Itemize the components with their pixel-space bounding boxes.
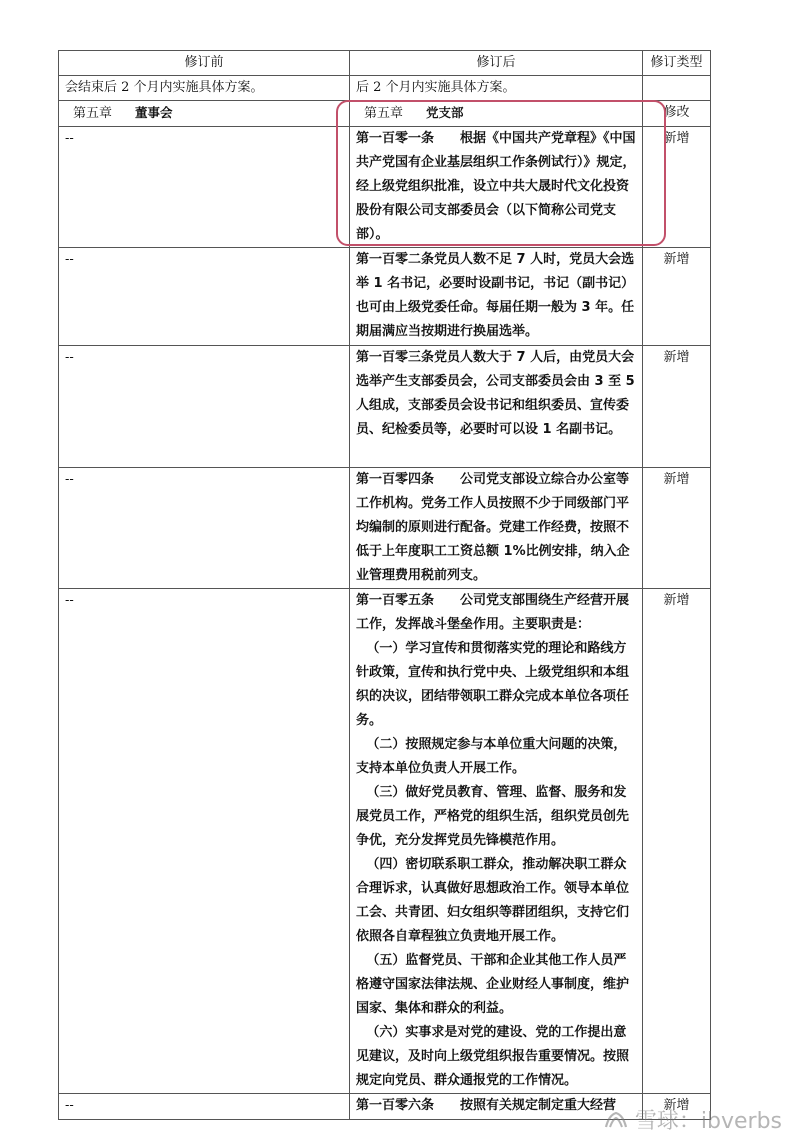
article-paragraph: （二）按照规定参与本单位重大问题的决策，支持本单位负责人开展工作。 (356, 737, 627, 776)
cell-before: -- (59, 1094, 350, 1120)
snowball-logo-icon (603, 1109, 629, 1131)
table-row (59, 101, 711, 127)
cell-type: 新增 (643, 346, 711, 468)
header-after: 修订后 (350, 51, 643, 76)
cell-before: -- (59, 468, 350, 589)
header-before: 修订前 (59, 51, 350, 76)
article-paragraph: （四）密切联系职工群众，推动解决职工群众合理诉求，认真做好思想政治工作。领导本单位工会、共青团、妇女组织等群团组织，支持它们依照各自章程独立负责地开展工作。 (356, 857, 630, 944)
table-header-row (59, 51, 711, 76)
table-row (59, 248, 711, 346)
cell-before: -- (59, 127, 350, 248)
article-paragraph: （五）监督党员、干部和企业其他工作人员严格遵守国家法律法规、企业财经人事制度，维护国家、集体和群众的利益。 (356, 953, 630, 1016)
article-paragraph: （六）实事求是对党的建设、党的工作提出意见建议，及时向上级党组织报告重要情况。按照规定向党员、群众通报党的工作情况。 (356, 1025, 630, 1088)
cell-type: 新增 (643, 248, 711, 346)
cell-type: 新增 (643, 1094, 711, 1120)
table-row (59, 76, 711, 101)
table-row (59, 346, 711, 468)
header-type: 修订类型 (643, 51, 711, 76)
cell-after: 第一百零一条 根据《中国共产党章程》《中国共产党国有企业基层组织工作条例试行）》规定，经上级党组织批准，设立中共大晟时代文化投资股份有限公司支部委员会（以下简称公司党支部）。 (350, 127, 643, 248)
watermark-text: 雪球：ibverbs (634, 1109, 782, 1134)
article-paragraph: 第一百零五条 公司党支部围绕生产经营开展工作，发挥战斗堡垒作用。主要职责是： (356, 593, 630, 632)
cell-type: 修改 (643, 101, 711, 127)
table-row (59, 589, 711, 1094)
cell-after: 后 2 个月内实施具体方案。 (350, 76, 643, 101)
chapter-title: 董事会 (135, 105, 173, 120)
revision-table (58, 50, 711, 1120)
cell-after: 第一百零六条 按照有关规定制定重大经营 (350, 1094, 643, 1120)
chapter-title: 党支部 (426, 105, 464, 120)
cell-type (643, 76, 711, 101)
table-row (59, 468, 711, 589)
cell-type: 新增 (643, 468, 711, 589)
cell-after: 第一百零二条党员人数不足 7 人时，党员大会选举 1 名书记，必要时设副书记，书记（副书记）也可由上级党委任命。每届任期一般为 3 年。任期届满应当按期进行换届选举。 (350, 248, 643, 346)
article-paragraph: （三）做好党员教育、管理、监督、服务和发展党员工作，严格党的组织生活，组织党员创先争优，充分发挥党员先锋模范作用。 (356, 785, 630, 848)
chapter-number: 第五章 (364, 106, 404, 121)
article-paragraph: （一）学习宣传和贯彻落实党的理论和路线方针政策，宣传和执行党中央、上级党组织和本组织的决议，团结带领职工群众完成本单位各项任务。 (356, 641, 630, 728)
cell-type: 新增 (643, 127, 711, 248)
cell-before: -- (59, 346, 350, 468)
cell-after (350, 589, 643, 1094)
cell-before: -- (59, 589, 350, 1094)
watermark (603, 1104, 782, 1135)
cell-after: 第一百零四条 公司党支部设立综合办公室等工作机构。党务工作人员按照不少于同级部门平均编制的原则进行配备。党建工作经费，按照不低于上年度职工工资总额 1%比例安排，纳入企业管理费用税前列支。 (350, 468, 643, 589)
cell-type: 新增 (643, 589, 711, 1094)
cell-after-chapter (350, 101, 643, 127)
table-row (59, 127, 711, 248)
cell-before: -- (59, 248, 350, 346)
chapter-number: 第五章 (73, 106, 113, 121)
cell-after: 第一百零三条党员人数大于 7 人后，由党员大会选举产生支部委员会，公司支部委员会由 3 至 5 人组成，支部委员会设书记和组织委员、宣传委员、纪检委员等，必要时可以设 1 名副书记。 (350, 346, 643, 468)
cell-before: 会结束后 2 个月内实施具体方案。 (59, 76, 350, 101)
cell-before-chapter (59, 101, 350, 127)
